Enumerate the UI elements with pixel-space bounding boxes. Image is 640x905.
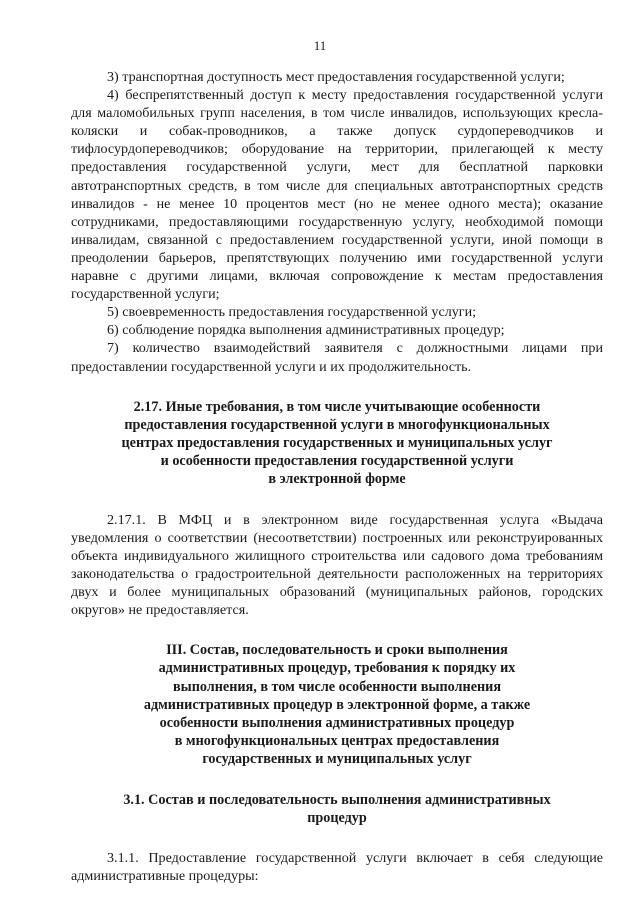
paragraph-3-1-1: 3.1.1. Предоставление государственной услуги включает в себя следующие административные процедуры:: [71, 850, 603, 885]
heading-line: в электронной форме: [268, 471, 406, 488]
section-heading-3-1: [71, 791, 603, 827]
heading-line: предоставления государственной услуги в многофункциональных: [124, 416, 550, 433]
chapter-heading-III: [71, 641, 603, 768]
heading-line: III. Состав, последовательность и сроки выполнения: [166, 642, 508, 659]
document-body: [71, 68, 603, 885]
list-item-3: 3) транспортная доступность мест предоставления государственной услуги;: [107, 69, 565, 85]
heading-line: в многофункциональных центрах предоставления: [174, 733, 500, 750]
heading-line: административных процедур, требования к порядку их: [158, 660, 516, 677]
heading-line: особенности выполнения административных процедур: [159, 714, 515, 731]
heading-line: и особенности предоставления государственной услуги: [160, 453, 514, 470]
list-item-4: 4) беспрепятственный доступ к месту предоставления государственной услуги для маломобильных групп населения, в том числе инвалидов, использующих кресла-коляски и собак-проводников, а также допуск сурдопереводчиков и тифлосурдопереводчиков; оборудование на территории, прилегающей к месту предоставления государственной услуги, мест для бесплатной парковки автотранспортных средств, в том числе для специальных автотранспортных средств инвалидов - не менее 10 процентов мест (но не менее одного места); оказание сотрудниками, предоставляющими государственную услугу, необходимой помощи инвалидам, связанной с предоставлением государственной услуги, иной помощи в преодолении барьеров, препятствующих получению ими государственной услуги наравне с другими лицами, включая сопровождение к местам предоставления государственной услуги;: [71, 87, 603, 303]
list-item-5: 5) своевременность предоставления государственной услуги;: [107, 304, 477, 321]
heading-line: процедур: [307, 809, 367, 826]
page-number: 11: [313, 38, 327, 53]
list-item-7: 7) количество взаимодействий заявителя с должностными лицами при предоставлении государственной услуги и их продолжительность.: [71, 340, 603, 375]
heading-line: выполнения, в том числе особенности выполнения: [172, 678, 502, 695]
heading-line: 3.1. Состав и последовательность выполнения административных: [123, 791, 551, 808]
section-heading-2-17: [71, 398, 603, 489]
heading-line: государственных и муниципальных услуг: [202, 751, 472, 768]
list-item-6: 6) соблюдение порядка выполнения административных процедур;: [107, 322, 505, 339]
paragraph-2-17-1: 2.17.1. В МФЦ и в электронном виде государственная услуга «Выдача уведомления о соответствии (несоответствии) построенных или реконструированных объекта индивидуального жилищного строительства или садового дома требованиям законодательства о градостроительной деятельности расположенных на территориях двух и более муниципальных образований (муниципальных районов, городских округов» не предоставляется.: [71, 511, 603, 619]
heading-line: административных процедур в электронной форме, а также: [143, 696, 531, 713]
heading-line: 2.17. Иные требования, в том числе учитывающие особенности: [133, 398, 541, 415]
heading-line: центрах предоставления государственных и муниципальных услуг: [121, 435, 553, 451]
